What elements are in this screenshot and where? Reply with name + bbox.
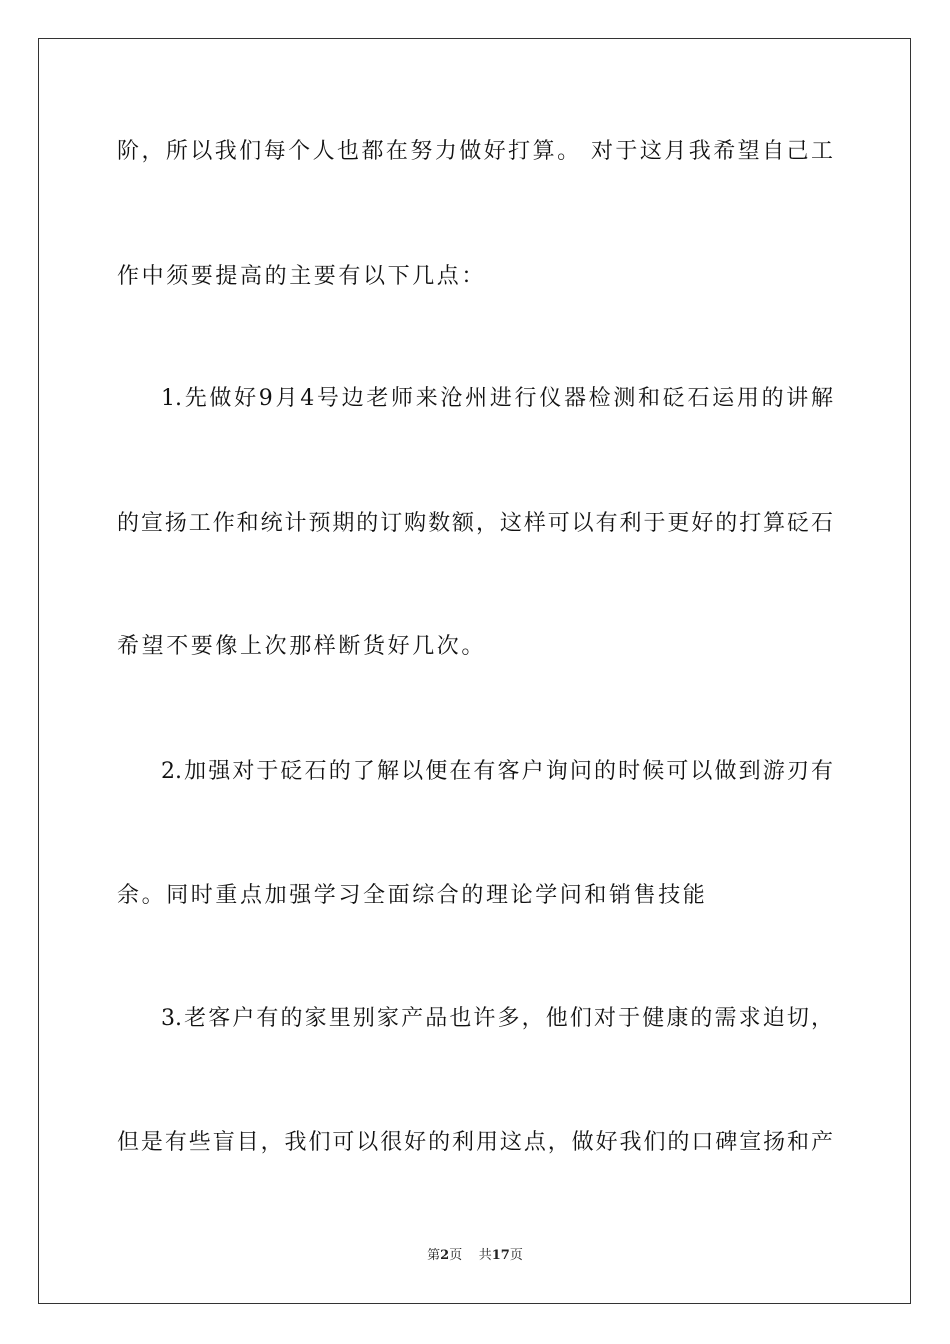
text-line-2: 作中须要提高的主要有以下几点： bbox=[117, 264, 487, 289]
text-line-3: 1.先做好9月4号边老师来沧州进行仪器检测和砭石运用的讲解 bbox=[161, 386, 833, 411]
page-footer bbox=[0, 1246, 950, 1266]
total-suffix: 页 bbox=[509, 1248, 523, 1263]
text-line-9: 但是有些盲目，我们可以很好的利用这点，做好我们的口碑宣扬和产 bbox=[117, 1130, 833, 1155]
text-line-8: 3.老客户有的家里别家产品也许多，他们对于健康的需求迫切， bbox=[161, 1006, 833, 1031]
text-line-1: 阶，所以我们每个人也都在努力做好打算。 对于这月我希望自己工 bbox=[117, 139, 833, 164]
page-number: 2 bbox=[440, 1248, 450, 1263]
total-pages: 17 bbox=[491, 1248, 510, 1263]
text-line-4: 的宣扬工作和统计预期的订购数额，这样可以有利于更好的打算砭石 bbox=[117, 511, 833, 536]
total-prefix: 共 bbox=[478, 1248, 492, 1263]
page-suffix: 页 bbox=[449, 1248, 463, 1263]
text-line-6: 2.加强对于砭石的了解以便在有客户询问的时候可以做到游刃有 bbox=[161, 759, 833, 784]
text-line-5: 希望不要像上次那样断货好几次。 bbox=[117, 634, 487, 659]
page-frame bbox=[38, 38, 911, 1304]
text-line-7: 余。同时重点加强学习全面综合的理论学问和销售技能 bbox=[117, 883, 708, 908]
page-prefix: 第 bbox=[427, 1248, 441, 1263]
